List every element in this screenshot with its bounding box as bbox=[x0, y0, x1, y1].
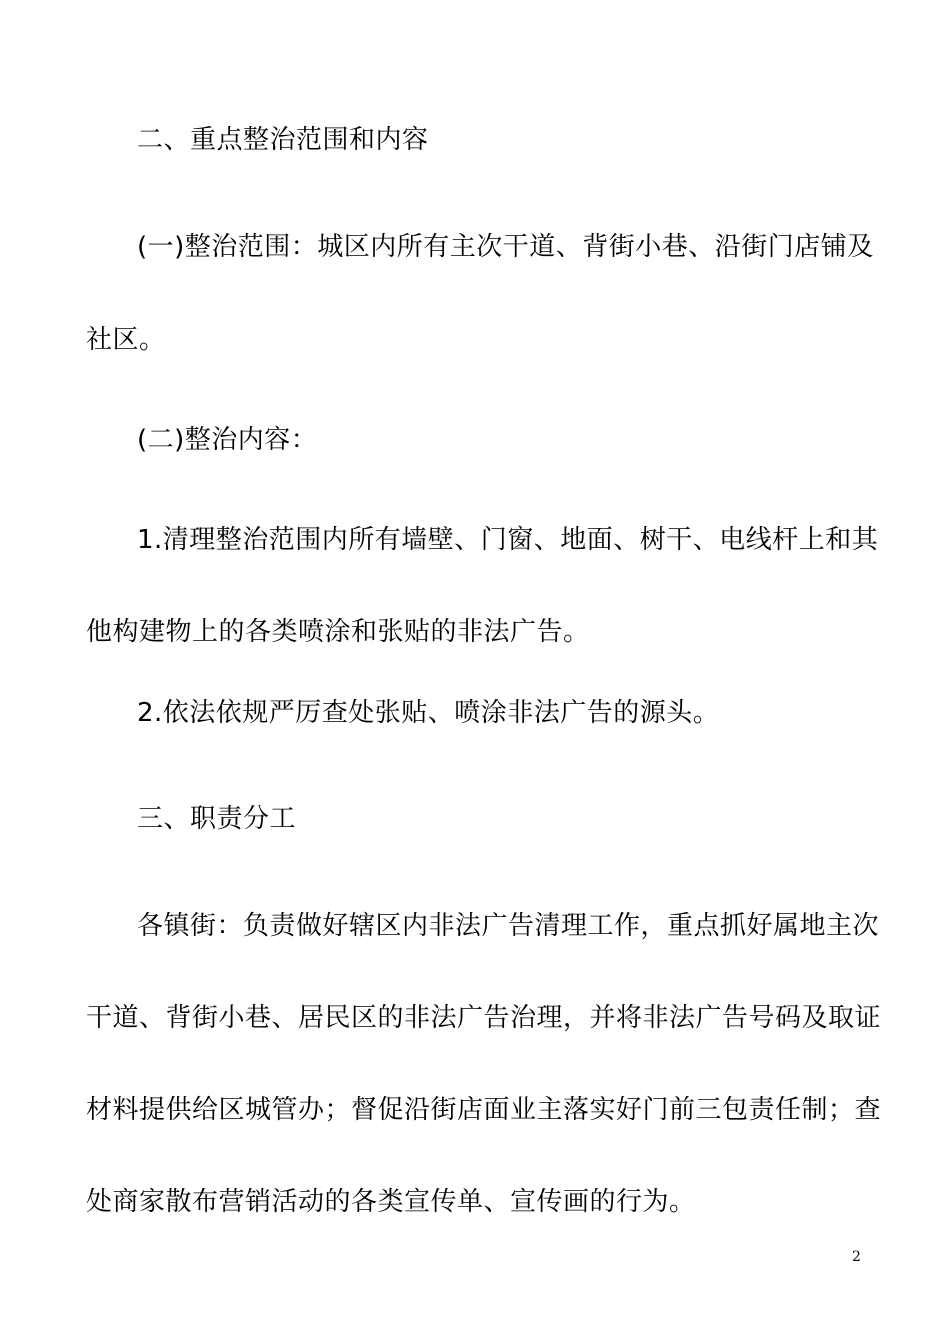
section-heading-2: 二、重点整治范围和内容 bbox=[137, 125, 429, 155]
list-item-2: 2.依法依规严厉查处张贴、喷涂非法广告的源头。 bbox=[137, 698, 720, 728]
paragraph-line: 社区。 bbox=[86, 325, 166, 355]
paragraph-line: 材料提供给区城管办；督促沿街店面业主落实好门前三包责任制；查 bbox=[86, 1095, 882, 1125]
subsection-heading: (二)整治内容： bbox=[137, 425, 318, 455]
paragraph-line: 干道、背街小巷、居民区的非法广告治理，并将非法广告号码及取证 bbox=[86, 1003, 882, 1033]
list-item-1-line: 他构建物上的各类喷涂和张贴的非法广告。 bbox=[86, 617, 590, 647]
section-heading-3: 三、职责分工 bbox=[137, 804, 297, 834]
list-item-1-line: 1.清理整治范围内所有墙壁、门窗、地面、树干、电线杆上和其 bbox=[137, 525, 879, 555]
paragraph-line: 各镇街：负责做好辖区内非法广告清理工作，重点抓好属地主次 bbox=[137, 911, 880, 941]
paragraph-line: 处商家散布营销活动的各类宣传单、宣传画的行为。 bbox=[86, 1187, 696, 1217]
paragraph-line: (一)整治范围：城区内所有主次干道、背街小巷、沿街门店铺及 bbox=[137, 232, 874, 262]
page-number: 2 bbox=[852, 1249, 861, 1265]
